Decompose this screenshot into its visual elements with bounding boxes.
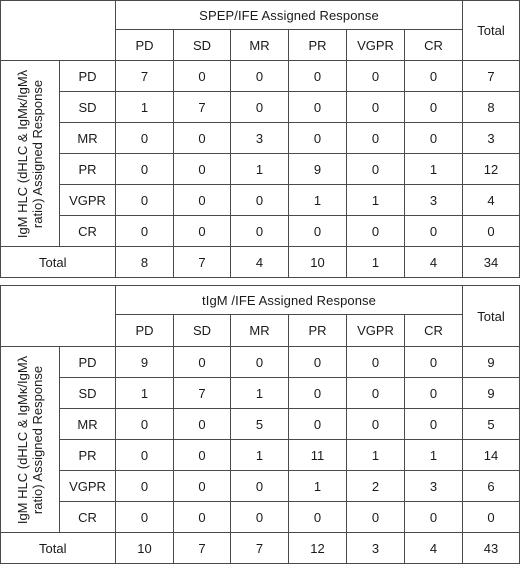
cell-value: 7 <box>174 378 231 409</box>
cell-value: 0 <box>174 502 231 533</box>
column-label: PD <box>116 315 174 347</box>
total-column-header: Total <box>463 1 520 61</box>
column-label: PR <box>289 30 347 61</box>
cell-value: 0 <box>289 378 347 409</box>
cell-value: 0 <box>289 61 347 92</box>
table-row <box>1 378 520 409</box>
cell-value: 0 <box>174 347 231 378</box>
table-row <box>1 440 520 471</box>
cell-value: 7 <box>116 61 174 92</box>
cell-value: 1 <box>289 185 347 216</box>
cell-value: 0 <box>347 154 405 185</box>
row-group-label-line: IgM HLC (dHLC & IgMκ/IgMλ <box>15 69 30 238</box>
row-group-label <box>1 61 60 247</box>
cell-value: 0 <box>116 409 174 440</box>
cell-value: 0 <box>405 378 463 409</box>
total-row-label: Total <box>1 247 116 278</box>
cell-value: 3 <box>405 471 463 502</box>
cell-value: 0 <box>347 502 405 533</box>
column-label: SD <box>174 315 231 347</box>
table-row <box>1 502 520 533</box>
cell-value: 0 <box>174 185 231 216</box>
cell-value: 11 <box>289 440 347 471</box>
cell-value: 0 <box>347 347 405 378</box>
table-row <box>1 471 520 502</box>
cell-value: 0 <box>289 92 347 123</box>
cell-value: 0 <box>289 347 347 378</box>
cell-value: 1 <box>231 154 289 185</box>
column-total: 4 <box>405 247 463 278</box>
cell-value: 7 <box>174 92 231 123</box>
corner-cell <box>1 286 116 347</box>
cell-value: 0 <box>116 123 174 154</box>
cell-value: 0 <box>174 154 231 185</box>
cell-value: 1 <box>405 440 463 471</box>
row-label: VGPR <box>60 471 116 502</box>
cell-value: 0 <box>116 440 174 471</box>
column-label: VGPR <box>347 315 405 347</box>
row-label: PD <box>60 347 116 378</box>
cell-value: 2 <box>347 471 405 502</box>
cell-value: 0 <box>289 502 347 533</box>
row-total: 8 <box>463 92 520 123</box>
cell-value: 0 <box>231 347 289 378</box>
cell-value: 1 <box>231 378 289 409</box>
row-label: SD <box>60 378 116 409</box>
cell-value: 0 <box>347 216 405 247</box>
table-row <box>1 409 520 440</box>
column-group-title: SPEP/IFE Assigned Response <box>116 1 463 30</box>
cell-value: 0 <box>289 216 347 247</box>
header-row <box>1 1 520 30</box>
cell-value: 0 <box>289 123 347 154</box>
row-total: 5 <box>463 409 520 440</box>
cell-value: 0 <box>405 502 463 533</box>
table-tigm-ife <box>0 285 520 564</box>
cell-value: 0 <box>231 502 289 533</box>
cell-value: 0 <box>231 185 289 216</box>
cell-value: 0 <box>289 409 347 440</box>
cell-value: 0 <box>405 92 463 123</box>
cell-value: 0 <box>347 92 405 123</box>
column-label: MR <box>231 315 289 347</box>
row-label: PR <box>60 154 116 185</box>
table-row <box>1 123 520 154</box>
column-label: SD <box>174 30 231 61</box>
table-row <box>1 347 520 378</box>
cell-value: 0 <box>231 92 289 123</box>
column-total: 3 <box>347 533 405 564</box>
table-row <box>1 61 520 92</box>
table-row <box>1 185 520 216</box>
corner-cell <box>1 1 116 61</box>
cell-value: 0 <box>174 471 231 502</box>
column-total: 10 <box>116 533 174 564</box>
row-group-label-line: ratio) Assigned Response <box>30 79 45 228</box>
cell-value: 3 <box>231 123 289 154</box>
row-total: 7 <box>463 61 520 92</box>
column-total: 7 <box>174 247 231 278</box>
column-total: 10 <box>289 247 347 278</box>
column-total: 7 <box>231 533 289 564</box>
total-row-label: Total <box>1 533 116 564</box>
cell-value: 1 <box>347 185 405 216</box>
cell-value: 0 <box>231 216 289 247</box>
cell-value: 0 <box>347 123 405 154</box>
cell-value: 1 <box>289 471 347 502</box>
cell-value: 0 <box>174 409 231 440</box>
cell-value: 0 <box>174 216 231 247</box>
column-total: 1 <box>347 247 405 278</box>
cell-value: 0 <box>347 378 405 409</box>
cell-value: 0 <box>347 409 405 440</box>
row-total: 9 <box>463 378 520 409</box>
row-label: MR <box>60 123 116 154</box>
row-group-label <box>1 347 60 533</box>
column-total: 4 <box>231 247 289 278</box>
row-total: 4 <box>463 185 520 216</box>
header-row <box>1 286 520 315</box>
cell-value: 5 <box>231 409 289 440</box>
row-label: MR <box>60 409 116 440</box>
cell-value: 0 <box>116 471 174 502</box>
cell-value: 0 <box>347 61 405 92</box>
row-label: CR <box>60 502 116 533</box>
column-label: VGPR <box>347 30 405 61</box>
row-label: CR <box>60 216 116 247</box>
cell-value: 3 <box>405 185 463 216</box>
grand-total: 34 <box>463 247 520 278</box>
cell-value: 1 <box>347 440 405 471</box>
total-column-header: Total <box>463 286 520 347</box>
total-row <box>1 533 520 564</box>
table-row <box>1 154 520 185</box>
row-group-label-line: IgM HLC (dHLC & IgMκ/IgMλ <box>15 355 30 524</box>
row-label: PR <box>60 440 116 471</box>
row-total: 3 <box>463 123 520 154</box>
cell-value: 1 <box>405 154 463 185</box>
cell-value: 0 <box>116 185 174 216</box>
column-label: PD <box>116 30 174 61</box>
cell-value: 0 <box>174 61 231 92</box>
cell-value: 0 <box>405 347 463 378</box>
column-label: CR <box>405 315 463 347</box>
cell-value: 9 <box>116 347 174 378</box>
cell-value: 1 <box>231 440 289 471</box>
row-total: 0 <box>463 502 520 533</box>
column-group-title: tIgM /IFE Assigned Response <box>116 286 463 315</box>
row-label: PD <box>60 61 116 92</box>
cell-value: 0 <box>116 216 174 247</box>
column-total: 12 <box>289 533 347 564</box>
row-total: 12 <box>463 154 520 185</box>
table-row <box>1 92 520 123</box>
row-total: 9 <box>463 347 520 378</box>
cell-value: 0 <box>405 123 463 154</box>
column-total: 4 <box>405 533 463 564</box>
cell-value: 0 <box>405 409 463 440</box>
column-label: CR <box>405 30 463 61</box>
row-label: VGPR <box>60 185 116 216</box>
cell-value: 1 <box>116 92 174 123</box>
row-total: 14 <box>463 440 520 471</box>
cell-value: 0 <box>116 154 174 185</box>
column-total: 8 <box>116 247 174 278</box>
row-group-label-line: ratio) Assigned Response <box>30 365 45 514</box>
grand-total: 43 <box>463 533 520 564</box>
row-total: 6 <box>463 471 520 502</box>
cell-value: 0 <box>174 440 231 471</box>
cell-value: 0 <box>405 216 463 247</box>
table-spep-ife <box>0 0 520 278</box>
cell-value: 1 <box>116 378 174 409</box>
row-total: 0 <box>463 216 520 247</box>
row-label: SD <box>60 92 116 123</box>
column-total: 7 <box>174 533 231 564</box>
table-row <box>1 216 520 247</box>
cell-value: 0 <box>231 471 289 502</box>
column-label: MR <box>231 30 289 61</box>
cell-value: 0 <box>231 61 289 92</box>
cell-value: 0 <box>405 61 463 92</box>
cell-value: 9 <box>289 154 347 185</box>
cell-value: 0 <box>174 123 231 154</box>
column-label: PR <box>289 315 347 347</box>
cell-value: 0 <box>116 502 174 533</box>
total-row <box>1 247 520 278</box>
